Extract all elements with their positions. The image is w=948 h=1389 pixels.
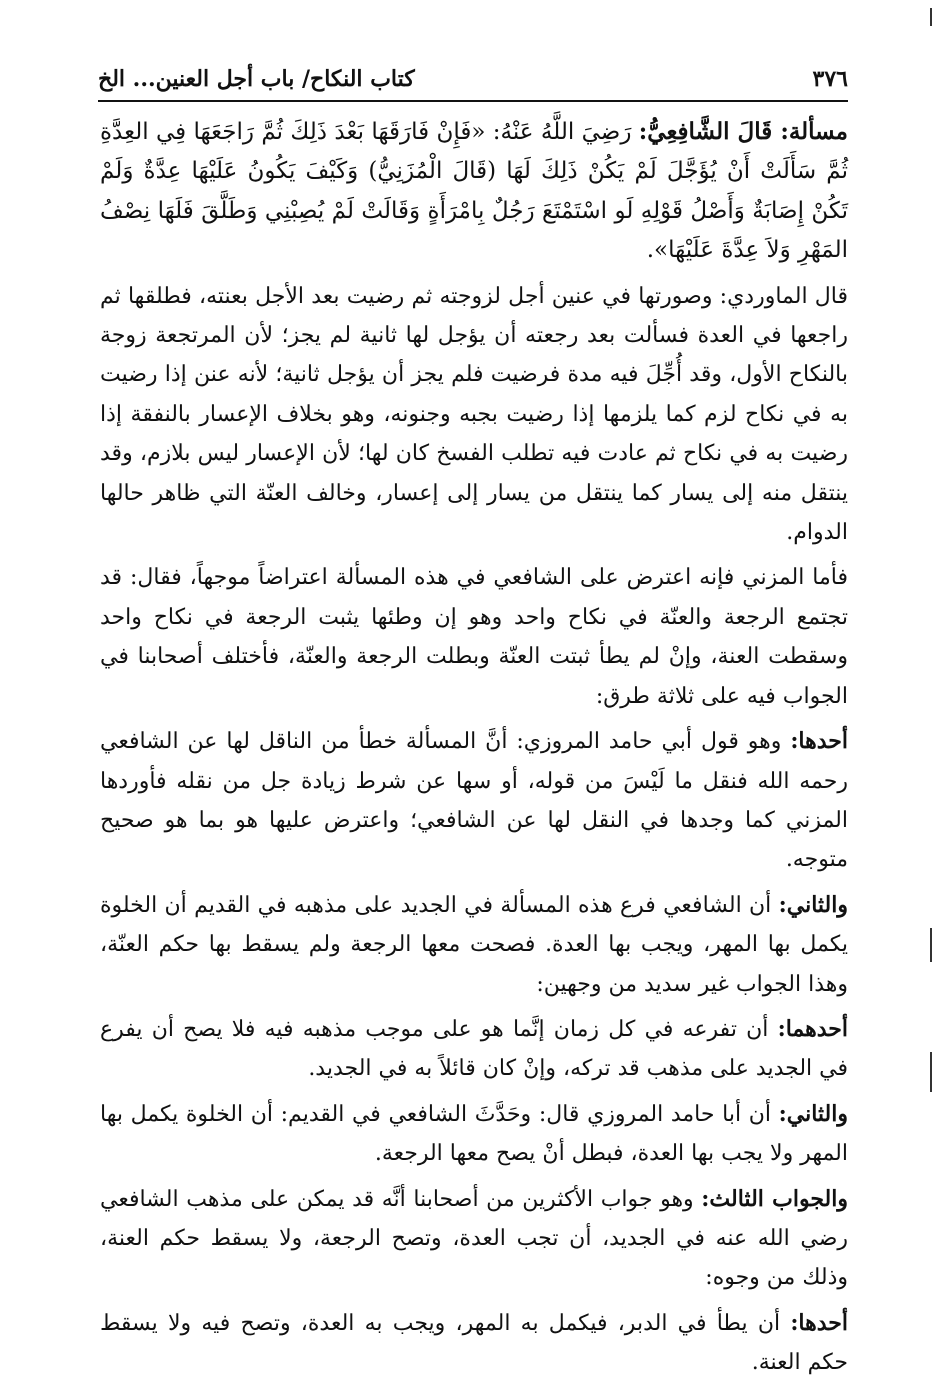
paragraph-text: وهو قول أبي حامد المروزي: أنَّ المسألة خطأ من الناقل لها عن الشافعي رحمه الله فنقل ما لَيْسَ من قوله، أو سها عن شرط زيادة جل من نقله فأوردها المزني كما وجدها في النقل لها عن الشافعي؛ واعترض عليها هو بما هو صحيح متوجه.	[100, 729, 848, 873]
paragraph	[100, 722, 848, 880]
paragraph	[100, 886, 848, 1004]
scan-margin-mark	[930, 928, 932, 962]
page-body	[100, 112, 848, 1389]
scan-margin-mark	[930, 8, 932, 26]
paragraph-text: أن أبا حامد المروزي قال: وحَدَّثَ الشافعي في القديم: أن الخلوة يكمل بها المهر ولا يجب بها العدة، فبطل أنْ يصح معها الرجعة.	[100, 1101, 848, 1167]
paragraph-lead: أحدها:	[790, 728, 848, 755]
paragraph-lead: والثاني:	[778, 1100, 848, 1127]
paragraph	[100, 1304, 848, 1383]
paragraph	[100, 277, 848, 553]
paragraph-text: رَضِيَ اللَّهُ عَنْهُ: «فَإِنْ فَارَقَهَا بَعْدَ ذَلِكَ ثُمَّ رَاجَعَهَا فِي العِدَّةِ ثُمَّ سَأَلَتْ أَنْ يُؤَجَّلَ لَمْ يَكُنْ ذَلِكَ لَهَا (قَالَ الْمُزَنِيُّ) وَكَيْفَ يَكُونُ عَلَيْهَا عِدَّةٌ وَلَمْ تَكُنْ إِصَابَةٌ وَأَصْلُ قَوْلِهِ لَو اسْتَمْتَعَ رَجُلٌ بِامْرَأَةٍ وَقَالَتْ لَمْ يُصِبْنِي وَطَلَّقَ فَلَهَا نِصْفُ المَهْرِ وَلاَ عِدَّةَ عَلَيْهَا».	[100, 119, 848, 264]
paragraph-lead: والجواب الثالث:	[701, 1185, 848, 1212]
paragraph	[100, 1095, 848, 1174]
paragraph-lead: أحدها:	[790, 1309, 848, 1336]
paragraph	[100, 1010, 848, 1089]
page-number: ٣٧٦	[812, 66, 848, 92]
paragraph	[100, 558, 848, 716]
paragraph-lead: مسألة: قَالَ الشَّافِعِيُّ:	[638, 118, 848, 145]
paragraph	[100, 112, 848, 271]
paragraph-text: فأما المزني فإنه اعترض على الشافعي في هذه المسألة اعتراضاً موجهاً، فقال: قد تجتمع الرجعة والعنّة في نكاح واحد وهو إن وطئها يثبت الرجعة في نكاح واحد وسقطت العنة، وإنْ لم يطأ ثبتت العنّة وبطلت الرجعة والعنّة، فأختلف أصحابنا في الجواب فيه على ثلاثة طرق:	[100, 565, 848, 709]
paragraph-text: أن يطأ في الدبر، فيكمل به المهر، ويجب به العدة، وتصح فيه ولا يسقط حكم العنة.	[100, 1310, 848, 1376]
paragraph-lead: أحدهما:	[777, 1015, 848, 1042]
paragraph-lead: والثاني:	[778, 891, 848, 918]
scan-margin-mark	[930, 1052, 932, 1092]
paragraph-text: قال الماوردي: وصورتها في عنين أجل لزوجته ثم رضيت بعد الأجل بعنته، فطلقها ثم راجعها في العدة فسألت بعد رجعته أن يؤجل لها ثانية لم يجز؛ لأن المرتجعة زوجة بالنكاح الأول، وقد أُجِّلَ فيه مدة فرضيت فلم يجز أن يؤجل ثانية؛ لأنه عنن إذا رضيت به في نكاح لزم كما يلزمها إذا رضيت بجبه وجنونه، وهو بخلاف الإعسار بالنفقة إذا رضيت به في نكاح ثم عادت فيه تطلب الفسخ كان لها؛ لأن الإعسار ليس بلازم، وقد ينتقل منه إلى يسار كما ينتقل من يسار إلى إعسار، وخالف العنّة التي ظاهر حالها الدوام.	[100, 283, 848, 546]
running-title: كتاب النكاح/ باب أجل العنين... الخ	[98, 66, 415, 92]
paragraph-text: أن الشافعي فرع هذه المسألة في الجديد على مذهبه في القديم أن الخلوة يكمل بها المهر، ويجب بها العدة. فصحت معها الرجعة ولم يسقط بها حكم العنّة، وهذا الجواب غير سديد من وجهين:	[100, 892, 849, 997]
page-header	[98, 58, 848, 102]
paragraph-text: وهو جواب الأكثرين من أصحابنا أنَّه قد يمكن على مذهب الشافعي رضي الله عنه في الجديد، أن تجب العدة، وتصح الرجعة، ولا يسقط حكم العنة، وذلك من وجوه:	[100, 1186, 848, 1291]
paragraph-text: أن تفرعه في كل زمان إنَّما هو على موجب مذهبه فيه فلا يصح أن يفرع في الجديد على مذهب قد تركه، وإنْ كان قائلاً به في الجديد.	[100, 1016, 848, 1082]
paragraph	[100, 1180, 848, 1298]
